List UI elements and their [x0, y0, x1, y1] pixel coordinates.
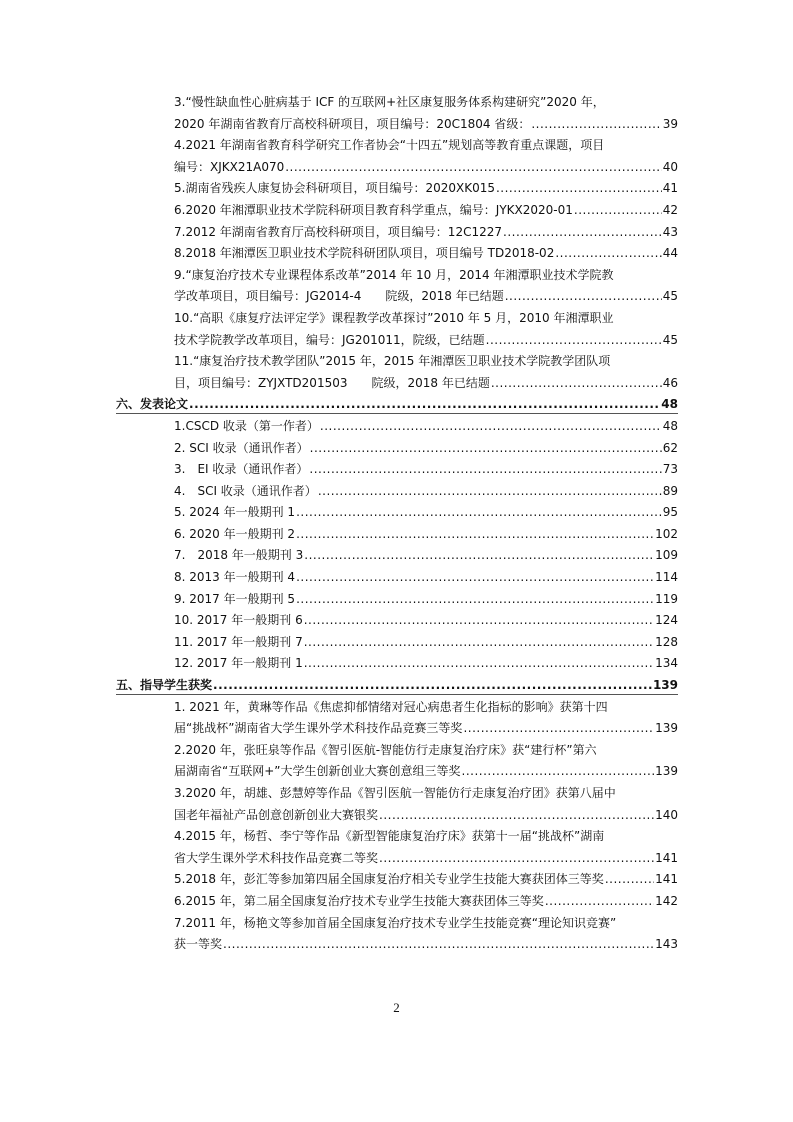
toc-entry-title: 技术学院教学改革项目，编号：JG201011，院级，已结题	[174, 332, 485, 347]
toc-entry-title: 12. 2017 年一般期刊 1	[174, 656, 303, 671]
toc-entry[interactable]	[116, 438, 678, 460]
toc-entry-page: 142	[655, 893, 678, 908]
dot-leader	[486, 330, 662, 352]
toc-entry-text-line: 4.2015 年，杨哲、李宁等作品《新型智能康复治疗床》获第十一届“挑战杯”湖南	[174, 829, 605, 844]
dot-leader	[491, 373, 662, 395]
dot-leader	[505, 286, 662, 308]
toc-section-entry[interactable]	[116, 394, 678, 416]
dot-leader	[545, 891, 654, 913]
toc-entry-page: 45	[662, 332, 678, 347]
toc-entry-title: 编号：XJKX21A070	[174, 159, 285, 174]
toc-entry-title: 8.2018 年湘潭医卫职业技术学院科研团队项目，项目编号 TD2018-02	[174, 246, 555, 261]
dot-leader	[379, 805, 654, 827]
toc-entry[interactable]	[116, 740, 678, 783]
toc-entry-leader-line	[174, 459, 678, 481]
dot-leader	[304, 545, 654, 567]
toc-entry-title: 4. SCI 收录（通讯作者）	[174, 483, 317, 498]
toc-entry-page: 139	[655, 764, 678, 779]
toc-entry-page: 95	[662, 505, 678, 520]
toc-entry[interactable]	[116, 589, 678, 611]
toc-entry-title: 9. 2017 年一般期刊 5	[174, 591, 296, 606]
toc-entry-title: 11. 2017 年一般期刊 7	[174, 634, 303, 649]
toc-entry-page: 44	[662, 246, 678, 261]
toc-entry-leader-line	[174, 222, 678, 244]
toc-entry-leader-line	[174, 567, 678, 589]
toc-entry-page: 43	[662, 224, 678, 239]
toc-entry-text-line: 1. 2021 年，黄琳等作品《焦虑抑郁情绪对冠心病患者生化指标的影响》获第十四	[174, 699, 608, 714]
toc-entry-page: 141	[655, 872, 678, 887]
toc-entry-title: 5.湖南省残疾人康复协会科研项目，项目编号：2020XK015	[174, 181, 495, 196]
toc-entry[interactable]	[116, 891, 678, 913]
toc-entry-leader-line	[174, 718, 678, 740]
toc-entry-leader-line	[174, 632, 678, 654]
dot-leader	[304, 632, 654, 654]
toc-entry-page: 46	[662, 375, 678, 390]
toc-entry-title: 2. SCI 收录（通讯作者）	[174, 440, 309, 455]
toc-entry-leader-line	[174, 610, 678, 632]
toc-entry-leader-line	[174, 114, 678, 136]
toc-entry-page: 45	[662, 289, 678, 304]
toc-entry-text-line: 9.“康复治疗技术专业课程体系改革”2014 年 10 月，2014 年湘潭职业技术学院教	[174, 267, 614, 282]
toc-entry-title: 10. 2017 年一般期刊 6	[174, 613, 303, 628]
toc-entry[interactable]	[116, 265, 678, 308]
dot-leader	[463, 718, 654, 740]
toc-entry-leader-line	[174, 589, 678, 611]
toc-entry-page: 109	[655, 548, 678, 563]
toc-entry-leader-line	[174, 524, 678, 546]
toc-entry-page: 124	[655, 613, 678, 628]
toc-entry-title: 6.2015 年，第二届全国康复治疗技术专业学生技能大赛获团体三等奖	[174, 893, 544, 908]
toc-entry-leader-line	[174, 330, 678, 352]
toc-entry-text-line: 3.“慢性缺血性心脏病基于 ICF 的互联网+社区康复服务体系构建研究”2020 年，	[174, 95, 605, 109]
toc-entry-leader-line	[174, 502, 678, 524]
toc-entry-page: 73	[662, 462, 678, 477]
toc-entry-leader-line	[174, 869, 678, 891]
toc-entry-leader-line	[174, 416, 678, 438]
toc-entry-leader-line	[174, 157, 678, 179]
toc-entry-title: 获一等奖	[174, 937, 223, 952]
dot-leader	[379, 848, 654, 870]
toc-entry-title: 5. 2024 年一般期刊 1	[174, 505, 296, 520]
toc-entry-leader-line	[174, 761, 678, 783]
toc-entry-text-line: 4.2021 年湖南省教育科学研究工作者协会“十四五”规划高等教育重点课题，项目	[174, 138, 605, 153]
dot-leader	[285, 157, 661, 179]
dot-leader	[531, 114, 661, 136]
toc-entry[interactable]	[116, 92, 678, 135]
toc-entry-title: 届湖南省“互联网+”大学生创新创业大赛创意组三等奖	[174, 764, 461, 779]
toc-entry[interactable]	[116, 308, 678, 351]
toc-entry-leader-line	[174, 545, 678, 567]
toc-entry-page: 119	[655, 591, 678, 606]
toc-entry[interactable]	[116, 567, 678, 589]
toc-entry[interactable]	[116, 524, 678, 546]
toc-entry[interactable]	[116, 481, 678, 503]
dot-leader	[296, 567, 654, 589]
toc-section-entry[interactable]	[116, 675, 678, 697]
dot-leader	[304, 610, 654, 632]
toc-entry-leader-line	[174, 243, 678, 265]
dot-leader	[496, 178, 662, 200]
dot-leader	[309, 459, 661, 481]
toc-entry-leader-line	[174, 805, 678, 827]
toc-entry-title: 五、指导学生获奖	[116, 678, 213, 693]
toc-entry-page: 102	[655, 526, 678, 541]
dot-leader	[320, 416, 662, 438]
toc-entry-leader-line	[174, 373, 678, 395]
toc-entry-text-line: 7.2011 年，杨艳文等参加首届全国康复治疗技术专业学生技能竞赛“理论知识竞赛”	[174, 915, 617, 930]
toc-entry-title: 8. 2013 年一般期刊 4	[174, 570, 296, 585]
toc-entry-leader-line	[174, 178, 678, 200]
toc-entry-page: 42	[662, 202, 678, 217]
toc-entry-leader-line	[174, 200, 678, 222]
toc-entry-page: 128	[655, 634, 678, 649]
toc-entry[interactable]	[116, 502, 678, 524]
page-number: 2	[393, 1000, 400, 1015]
dot-leader	[296, 502, 662, 524]
toc-entry-page: 39	[662, 116, 678, 131]
toc-entry-page: 48	[662, 418, 678, 433]
toc-entry[interactable]	[116, 869, 678, 891]
toc-entry-text-line: 2.2020 年，张旺泉等作品《智引医航-智能仿行走康复治疗床》获“建行杯”第六	[174, 742, 597, 757]
dot-leader	[296, 524, 654, 546]
toc-entry-title: 省大学生课外学术科技作品竞赛二等奖	[174, 850, 379, 865]
toc-entry-title: 7.2012 年湖南省教育厅高校科研项目，项目编号：12C1227	[174, 224, 502, 239]
toc-entry-title: 3. EI 收录（通讯作者）	[174, 462, 309, 477]
toc-entry-title: 7. 2018 年一般期刊 3	[174, 548, 304, 563]
toc-entry-page: 114	[655, 570, 678, 585]
toc-entry-page: 40	[662, 159, 678, 174]
toc-entry[interactable]	[116, 826, 678, 869]
dot-leader	[296, 589, 654, 611]
dot-leader	[304, 653, 654, 675]
dot-leader	[574, 200, 662, 222]
toc-entry-title: 6.2020 年湘潭职业技术学院科研项目教育科学重点，编号：JYKX2020-01	[174, 202, 573, 217]
toc-entry-page: 134	[655, 656, 678, 671]
toc-entry[interactable]	[116, 222, 678, 244]
toc-entry-title: 5.2018 年，彭汇等参加第四届全国康复治疗相关专业学生技能大赛获团体三等奖	[174, 872, 604, 887]
toc-entry-text-line: 10.“高职《康复疗法评定学》课程教学改革探讨”2010 年 5 月，2010 年湘潭职业	[174, 310, 614, 325]
toc-entry-title: 目，项目编号：ZYJXTD201503 院级，2018 年已结题	[174, 375, 490, 390]
toc-entry-title: 2020 年湖南省教育厅高校科研项目，项目编号：20C1804 省级：	[174, 116, 531, 131]
toc-entry-page: 62	[662, 440, 678, 455]
toc-entry-title: 届“挑战杯”湖南省大学生课外学术科技作品竞赛三等奖	[174, 721, 463, 736]
toc-entry[interactable]	[116, 178, 678, 200]
toc-entry[interactable]	[116, 913, 678, 956]
dot-leader	[555, 243, 661, 265]
toc-entry[interactable]	[116, 632, 678, 654]
toc-entry-text-line: 3.2020 年，胡雄、彭慧婷等作品《智引医航一智能仿行走康复治疗团》获第八届中	[174, 786, 616, 800]
toc-entry[interactable]	[116, 243, 678, 265]
toc-entry-page: 41	[662, 181, 678, 196]
section-underline	[116, 694, 678, 695]
section-underline	[116, 413, 678, 414]
dot-leader	[318, 481, 662, 503]
dot-leader	[462, 761, 655, 783]
toc-entry[interactable]	[116, 653, 678, 675]
dot-leader	[605, 869, 654, 891]
toc-entry-page: 89	[662, 483, 678, 498]
toc-entry[interactable]	[116, 545, 678, 567]
toc-entry-page: 143	[655, 937, 678, 952]
toc-entry-title: 国老年福祉产品创意创新创业大赛银奖	[174, 807, 379, 822]
toc-entry[interactable]	[116, 416, 678, 438]
dot-leader	[223, 934, 654, 956]
toc-entry-leader-line	[174, 481, 678, 503]
toc-entry[interactable]	[116, 200, 678, 222]
toc-entry-leader-line	[174, 286, 678, 308]
toc-entry-leader-line	[174, 891, 678, 913]
toc-entry-title: 6. 2020 年一般期刊 2	[174, 526, 296, 541]
toc-entry[interactable]	[116, 610, 678, 632]
toc-entry-page: 141	[655, 850, 678, 865]
toc-entry-title: 六、发表论文	[116, 397, 189, 412]
toc-entry[interactable]	[116, 783, 678, 826]
toc-entry-leader-line	[174, 438, 678, 460]
toc-entry-page: 139	[655, 721, 678, 736]
toc-entry-leader-line	[174, 934, 678, 956]
toc-entry-page: 48	[661, 397, 678, 412]
toc-entry-leader-line	[174, 848, 678, 870]
toc-entry[interactable]	[116, 459, 678, 481]
toc-entry-title: 1.CSCD 收录（第一作者）	[174, 418, 319, 433]
toc-entry-title: 学改革项目，项目编号：JG2014-4 院级，2018 年已结题	[174, 289, 504, 304]
toc-entry[interactable]	[116, 697, 678, 740]
toc-entry-text-line: 11.“康复治疗技术教学团队”2015 年，2015 年湘潭医卫职业技术学院教学团队项	[174, 354, 611, 369]
table-of-contents	[116, 92, 678, 956]
toc-entry[interactable]	[116, 135, 678, 178]
dot-leader	[503, 222, 662, 244]
toc-entry-page: 139	[652, 678, 678, 693]
toc-entry[interactable]	[116, 351, 678, 394]
dot-leader	[310, 438, 662, 460]
toc-entry-leader-line	[174, 653, 678, 675]
toc-entry-page: 140	[655, 807, 678, 822]
